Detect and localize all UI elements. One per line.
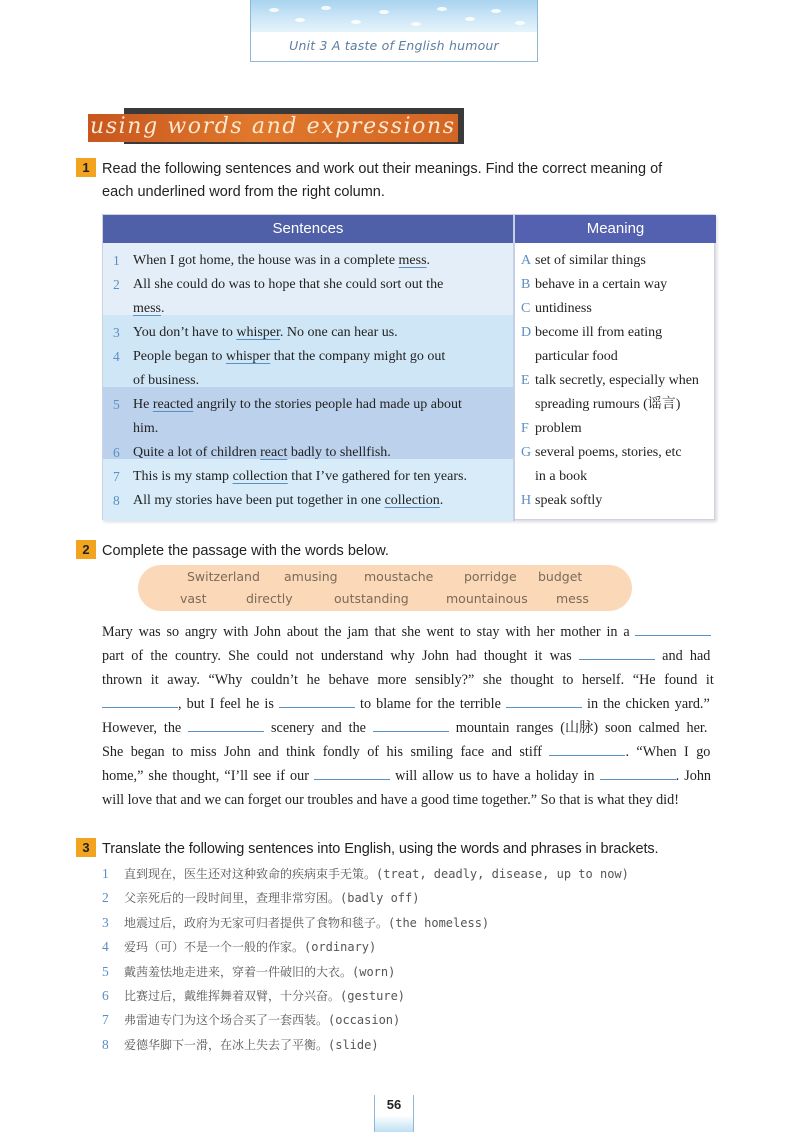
blank-field[interactable] bbox=[279, 693, 355, 708]
blank-field[interactable] bbox=[635, 621, 711, 636]
sentence-fragment: Quite a lot of children bbox=[133, 445, 261, 460]
word-bank bbox=[138, 565, 632, 611]
word-bank-item: porridge bbox=[464, 569, 517, 584]
passage-text: , but I feel he is bbox=[178, 696, 279, 712]
passage-text: will allow us to have a holiday in bbox=[390, 768, 600, 784]
sentence-fragment: . No one can hear us. bbox=[279, 325, 398, 340]
instruction-line: Read the following sentences and work out their meanings. Find the correct meaning of bbox=[102, 161, 663, 177]
translation-item bbox=[102, 886, 419, 910]
column-divider bbox=[513, 215, 515, 521]
sentence-number: 7 bbox=[113, 469, 120, 484]
sentence-number: 1 bbox=[113, 253, 120, 268]
passage-text: will love that and we can forget our troubles and have a good time together.” So that is what they did! bbox=[102, 792, 679, 808]
word-bank-item: amusing bbox=[284, 569, 338, 584]
instruction-line: Translate the following sentences into English, using the words and phrases in brackets. bbox=[102, 841, 659, 857]
item-number: 2 bbox=[102, 890, 109, 906]
meaning-text: several poems, stories, etc bbox=[535, 445, 682, 460]
translation-item bbox=[102, 984, 405, 1008]
exercise-1-instruction bbox=[76, 158, 662, 204]
sentence-number: 2 bbox=[113, 277, 120, 292]
sentence-number: 6 bbox=[113, 445, 120, 460]
meaning-letter: F bbox=[521, 421, 529, 436]
sentence-fragment: of business. bbox=[133, 373, 200, 388]
sentence-fragment: You don’t have to bbox=[133, 325, 237, 340]
meaning-row bbox=[521, 417, 716, 441]
meaning-row bbox=[521, 489, 716, 513]
sentence-number: 8 bbox=[113, 493, 120, 508]
blank-field[interactable] bbox=[579, 645, 655, 660]
exercise-number: 2 bbox=[76, 540, 96, 559]
translation-item bbox=[102, 935, 376, 959]
item-number: 1 bbox=[102, 866, 109, 881]
blank-field[interactable] bbox=[600, 765, 676, 780]
item-number: 7 bbox=[102, 1012, 109, 1028]
item-number: 8 bbox=[102, 1036, 109, 1052]
passage-line bbox=[102, 740, 710, 764]
meaning-text: behave in a certain way bbox=[535, 277, 668, 292]
word-bank-item: moustache bbox=[364, 569, 434, 584]
meaning-letter: B bbox=[521, 277, 531, 292]
meaning-text: problem bbox=[535, 421, 582, 436]
sentence-text bbox=[133, 249, 430, 273]
sentence-fragment: . bbox=[439, 493, 444, 508]
sentence-number: 3 bbox=[113, 325, 120, 340]
underlined-word: collection bbox=[232, 469, 288, 484]
exercise-number: 3 bbox=[76, 838, 96, 857]
passage-line bbox=[102, 764, 711, 788]
passage-text: She began to miss John and think fondly of his smiling face and stiff bbox=[102, 744, 550, 760]
meaning-letter: D bbox=[521, 325, 532, 340]
meaning-row bbox=[521, 273, 716, 297]
blank-field[interactable] bbox=[102, 693, 178, 708]
exercise-number: 1 bbox=[76, 158, 96, 177]
item-text: 地震过后，政府为无家可归者提供了食物和毯子。(the homeless) bbox=[124, 915, 490, 930]
underlined-word: mess bbox=[398, 253, 427, 268]
meaning-letter: G bbox=[521, 445, 532, 460]
blank-field[interactable] bbox=[373, 717, 449, 732]
item-text: 爱德华脚下一滑，在冰上失去了平衡。(slide) bbox=[124, 1037, 379, 1052]
sentence-row bbox=[103, 321, 513, 345]
sentence-row bbox=[103, 441, 513, 465]
word-bank-item: mess bbox=[556, 591, 589, 606]
sentence-fragment: badly to shellfish. bbox=[287, 445, 391, 460]
sentence-text bbox=[133, 369, 199, 393]
sentence-fragment: All she could do was to hope that she could sort out the bbox=[133, 277, 444, 292]
underlined-word: mess bbox=[133, 301, 161, 316]
meaning-text: in a book bbox=[535, 469, 588, 484]
sentence-fragment: When I got home, the house was in a complete bbox=[133, 253, 399, 268]
underlined-word: whisper bbox=[236, 325, 280, 340]
column-header-meaning: Meaning bbox=[515, 215, 716, 243]
passage-text: However, the bbox=[102, 720, 189, 736]
translation-item bbox=[102, 911, 489, 935]
translation-item bbox=[102, 1033, 379, 1057]
meaning-text: spreading rumours (谣言) bbox=[535, 397, 681, 412]
translation-item bbox=[102, 960, 395, 984]
word-bank-item: budget bbox=[538, 569, 583, 584]
passage-text: . John bbox=[675, 768, 712, 784]
sentence-row bbox=[103, 465, 513, 489]
unit-title: Unit 3 A taste of English humour bbox=[289, 38, 499, 53]
meaning-letter: C bbox=[521, 301, 531, 316]
passage-line bbox=[102, 644, 710, 668]
page-number: 56 bbox=[386, 1097, 402, 1112]
sentence-row bbox=[103, 489, 513, 513]
sentence-fragment: He bbox=[133, 397, 153, 412]
meaning-text: become ill from eating bbox=[535, 325, 663, 340]
meaning-text: untidiness bbox=[535, 301, 592, 316]
sentence-row bbox=[103, 393, 513, 417]
sentence-number: 5 bbox=[113, 397, 120, 412]
item-number: 3 bbox=[102, 914, 109, 930]
word-bank-item: outstanding bbox=[334, 591, 409, 606]
column-header-sentences: Sentences bbox=[103, 215, 513, 243]
item-number: 6 bbox=[102, 988, 109, 1003]
sentence-text bbox=[133, 273, 443, 297]
passage-text: mountain ranges (山脉) soon calmed her. bbox=[448, 720, 708, 736]
passage-text: and had bbox=[654, 648, 711, 664]
blank-field[interactable] bbox=[314, 765, 390, 780]
water-texture bbox=[251, 0, 537, 32]
sentence-fragment: People began to bbox=[133, 349, 226, 364]
sentence-row bbox=[103, 297, 513, 321]
instruction-line: Complete the passage with the words below. bbox=[102, 543, 389, 559]
item-text: 父亲死后的一段时间里，查理非常穷困。(badly off) bbox=[124, 891, 420, 906]
meaning-row bbox=[521, 465, 716, 489]
blank-field[interactable] bbox=[549, 741, 625, 756]
item-text: 比赛过后，戴维挥舞着双臂，十分兴奋。(gesture) bbox=[124, 989, 406, 1003]
passage-text: part of the country. She could not understand why John had thought it was bbox=[102, 648, 579, 664]
sentence-number: 4 bbox=[113, 349, 120, 364]
section-banner bbox=[88, 108, 464, 144]
translation-item bbox=[102, 1008, 400, 1032]
meaning-row bbox=[521, 441, 716, 465]
meaning-row bbox=[521, 345, 716, 369]
item-text: 直到现在，医生还对这种致命的疾病束手无策。(treat, deadly, disease, up to now) bbox=[124, 867, 629, 881]
meaning-text: talk secretly, especially when bbox=[535, 373, 699, 388]
passage-text: Mary was so angry with John about the jam that she went to stay with her mother in a bbox=[102, 624, 636, 640]
passage-line bbox=[102, 620, 711, 644]
translation-item bbox=[102, 862, 629, 886]
page-number-tab bbox=[374, 1095, 414, 1132]
sentence-row bbox=[103, 345, 513, 369]
sentence-row bbox=[103, 417, 513, 441]
passage-line bbox=[102, 668, 714, 692]
sentence-text bbox=[133, 441, 391, 465]
passage-text: in the chicken yard.” bbox=[581, 696, 710, 712]
meaning-text: particular food bbox=[535, 349, 618, 364]
meaning-row bbox=[521, 321, 716, 345]
item-number: 4 bbox=[102, 939, 109, 955]
sentence-row bbox=[103, 273, 513, 297]
meaning-row bbox=[521, 369, 716, 393]
sentence-text bbox=[133, 345, 445, 369]
item-text: 弗雷迪专门为这个场合买了一套西装。(occasion) bbox=[124, 1013, 401, 1028]
unit-header-tab bbox=[250, 0, 538, 62]
sentence-fragment: . bbox=[426, 253, 431, 268]
sentence-row bbox=[103, 369, 513, 393]
sentence-text bbox=[133, 321, 398, 345]
sentence-text bbox=[133, 465, 467, 489]
underlined-word: reacted bbox=[152, 397, 194, 412]
passage-text: home,” she thought, “I’ll see if our bbox=[102, 768, 315, 784]
item-number: 5 bbox=[102, 963, 109, 979]
passage-line bbox=[102, 692, 710, 716]
underlined-word: whisper bbox=[225, 349, 271, 364]
passage-text: thrown it away. “Why couldn’t he behave more sensibly?” she thought to herself. “He found it bbox=[102, 672, 714, 688]
word-bank-item: directly bbox=[246, 591, 293, 606]
passage-line bbox=[102, 716, 707, 740]
passage-line bbox=[102, 788, 679, 812]
meaning-letter: A bbox=[521, 253, 532, 268]
sentence-text bbox=[133, 393, 462, 417]
underlined-word: collection bbox=[384, 493, 440, 508]
passage-text: to blame for the terrible bbox=[354, 696, 506, 712]
passage-text: scenery and the bbox=[264, 720, 373, 736]
meaning-row bbox=[521, 393, 716, 417]
instruction-line: each underlined word from the right column. bbox=[102, 184, 385, 200]
sentence-text bbox=[133, 417, 158, 441]
meaning-letter: E bbox=[521, 373, 530, 388]
sentence-fragment: All my stories have been put together in one bbox=[133, 493, 385, 508]
sentence-text bbox=[133, 489, 443, 513]
exercise-2-instruction bbox=[76, 540, 389, 563]
meaning-row bbox=[521, 249, 716, 273]
word-bank-item: Switzerland bbox=[187, 569, 260, 584]
exercise-3-instruction bbox=[76, 838, 658, 861]
sentence-text bbox=[133, 297, 165, 321]
passage-text: . “When I go bbox=[625, 744, 711, 760]
word-bank-item: vast bbox=[180, 591, 207, 606]
meaning-text: speak softly bbox=[535, 493, 603, 508]
sentence-row bbox=[103, 249, 513, 273]
sentence-fragment: that the company might go out bbox=[270, 349, 446, 364]
sentence-fragment: . bbox=[161, 301, 165, 316]
section-title: using words and expressions bbox=[90, 114, 456, 139]
sentence-fragment: him. bbox=[133, 421, 159, 436]
sentence-fragment: that I’ve gathered for ten years. bbox=[287, 469, 467, 484]
sentence-fragment: This is my stamp bbox=[133, 469, 233, 484]
item-text: 爱玛（可）不是一个一般的作家。(ordinary) bbox=[124, 940, 377, 955]
meaning-row bbox=[521, 297, 716, 321]
matching-table bbox=[102, 214, 715, 520]
meaning-letter: H bbox=[521, 493, 532, 508]
blank-field[interactable] bbox=[506, 693, 582, 708]
sentence-fragment: angrily to the stories people had made up about bbox=[193, 397, 462, 412]
word-bank-item: mountainous bbox=[446, 591, 528, 606]
meaning-text: set of similar things bbox=[535, 253, 646, 268]
underlined-word: react bbox=[260, 445, 288, 460]
item-text: 戴茜羞怯地走进来，穿着一件破旧的大衣。(worn) bbox=[124, 964, 396, 979]
blank-field[interactable] bbox=[188, 717, 264, 732]
